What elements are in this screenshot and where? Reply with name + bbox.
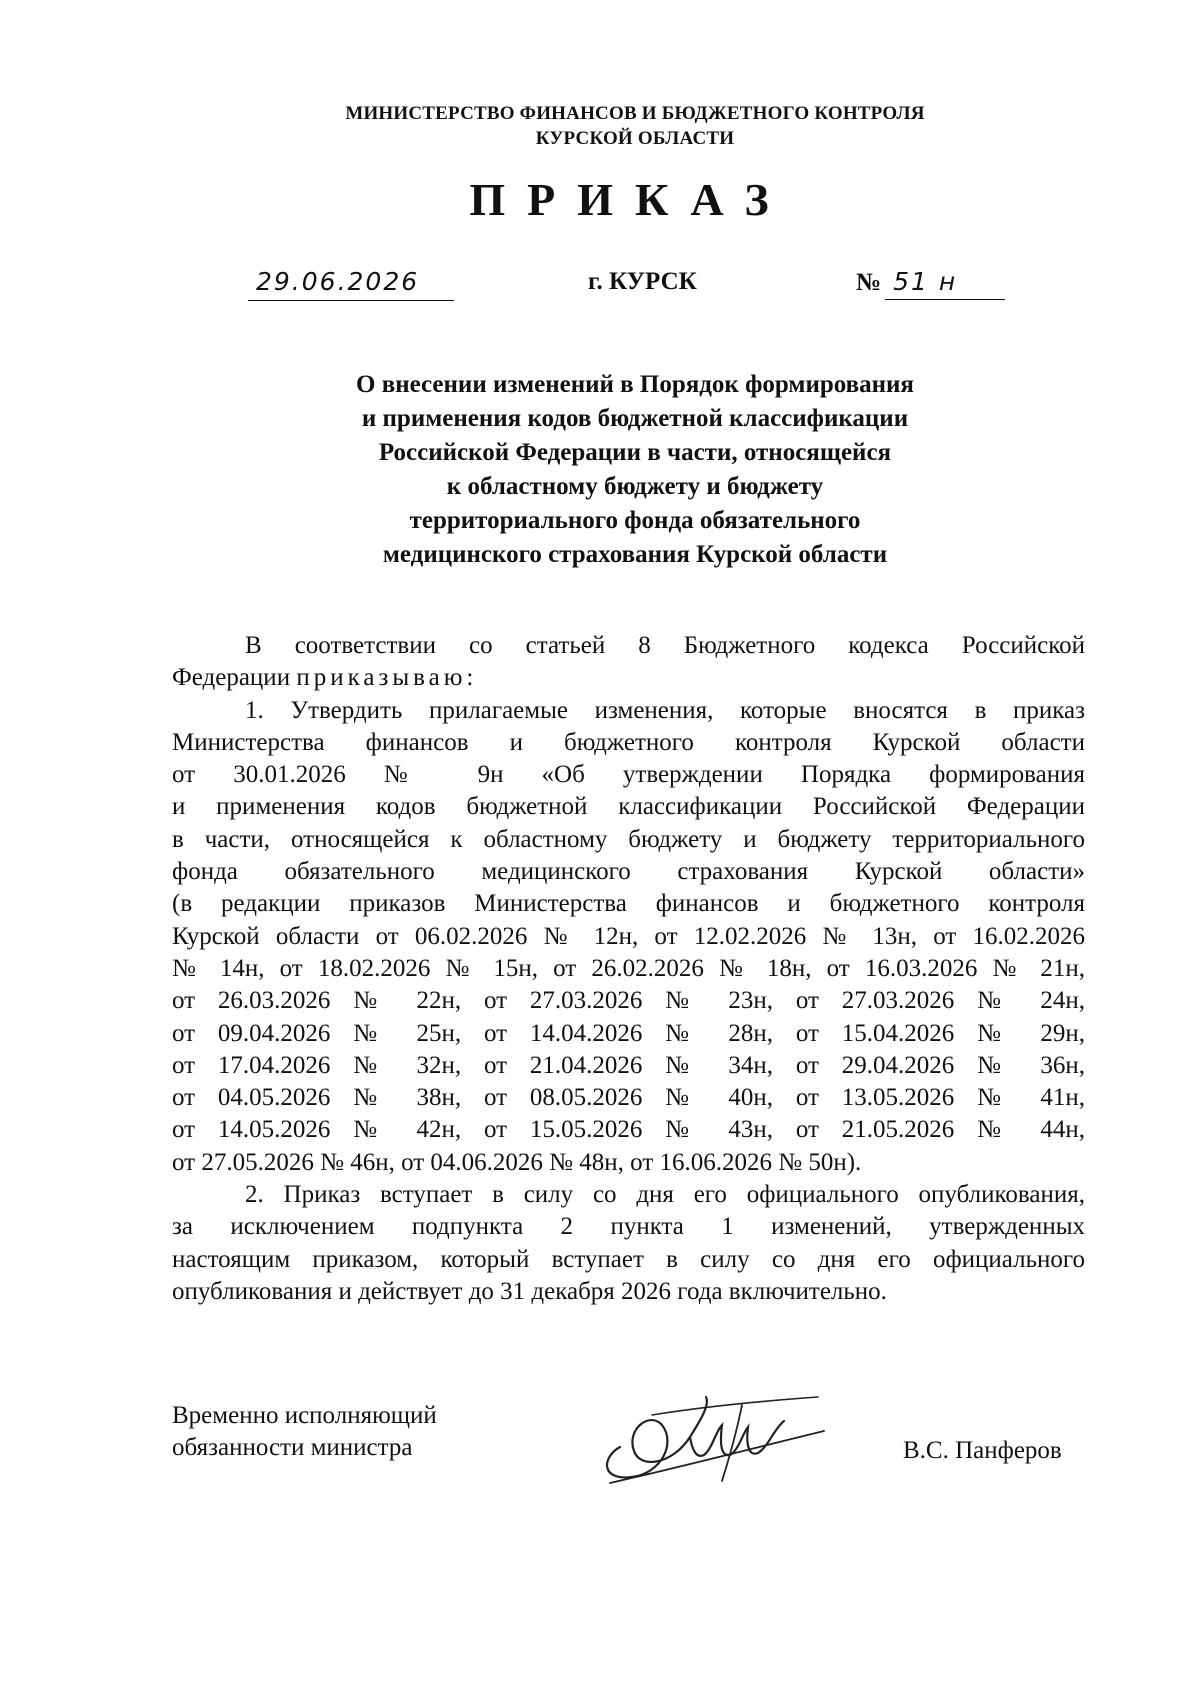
city-label: г. КУРСК — [588, 268, 697, 295]
subject-line: и применения кодов бюджетной классификации — [361, 405, 909, 432]
preamble-paragraph — [172, 630, 1085, 695]
body-line: от 30.01.2026 № 9н «Об утверждении Порядка формирования — [172, 761, 1085, 789]
ministry-header — [0, 101, 1200, 151]
body-line — [172, 662, 1085, 694]
preamble-tail: Федерации — [172, 664, 291, 692]
date-field — [248, 266, 454, 301]
handwritten-date: 29.06.2026 — [256, 267, 420, 296]
body-line: и применения кодов бюджетной классификации Российской Федерации — [172, 793, 1085, 821]
order-word: приказываю: — [296, 664, 478, 692]
handwritten-number: 51 н — [893, 267, 958, 296]
body-line: Министерства финансов и бюджетного контроля Курской области — [172, 728, 1085, 756]
body-line: за исключением подпункта 2 пункта 1 изменений, утвержденных — [172, 1213, 1085, 1241]
body-line: В соответствии со статьей 8 Бюджетного кодекса Российской — [245, 632, 1085, 659]
ministry-name-line1: МИНИСТЕРСТВО ФИНАНСОВ И БЮДЖЕТНОГО КОНТРОЛЯ — [345, 103, 925, 124]
body-line: от 14.05.2026 № 42н, от 15.05.2026 № 43н, от 21.05.2026 № 44н, — [172, 1116, 1085, 1144]
body-line: фонда обязательного медицинского страхования Курской области» — [172, 858, 1085, 886]
subject-line: к областному бюджету и бюджету — [446, 473, 824, 500]
body-line: № 14н, от 18.02.2026 № 15н, от 26.02.2026 № 18н, от 16.03.2026 № 21н, — [172, 954, 1085, 982]
item-2-paragraph — [172, 1179, 1085, 1308]
subject-line: территориального фонда обязательного — [409, 507, 861, 534]
item-1-paragraph — [172, 695, 1085, 1179]
subject-line: медицинского страхования Курской области — [382, 541, 888, 568]
body-line: в части, относящейся к областному бюджету и бюджету территориального — [172, 825, 1085, 853]
subject-line: Российской Федерации в части, относящейся — [378, 439, 892, 466]
number-field — [856, 266, 1016, 300]
body-line: от 04.05.2026 № 38н, от 08.05.2026 № 40н, от 13.05.2026 № 41н, — [172, 1084, 1085, 1112]
body-line: от 09.04.2026 № 25н, от 14.04.2026 № 28н, от 15.04.2026 № 29н, — [172, 1019, 1085, 1047]
body-line: Курской области от 06.02.2026 № 12н, от 12.02.2026 № 13н, от 16.02.2026 — [172, 922, 1085, 950]
body-line: (в редакции приказов Министерства финансов и бюджетного контроля — [172, 890, 1085, 918]
signatory-position — [172, 1400, 437, 1464]
number-sign: № — [856, 269, 882, 296]
ministry-name-line2: КУРСКОЙ ОБЛАСТИ — [535, 128, 735, 149]
subject-line: О внесении изменений в Порядок формирования — [356, 371, 914, 398]
position-line1: Временно исполняющий — [172, 1402, 437, 1429]
document-type-title: ПРИКАЗ — [469, 174, 791, 225]
position-line2: обязанности министра — [172, 1434, 413, 1461]
body-line: опубликования и действует до 31 декабря 2026 года включительно. — [172, 1277, 887, 1305]
signer-name: В.С. Панферов — [903, 1437, 1062, 1464]
body-line: от 17.04.2026 № 32н, от 21.04.2026 № 34н, от 29.04.2026 № 36н, — [172, 1051, 1085, 1079]
body-line: от 27.05.2026 № 46н, от 04.06.2026 № 48н, от 16.06.2026 № 50н). — [172, 1148, 862, 1176]
handwritten-signature — [592, 1385, 832, 1495]
body-line: от 26.03.2026 № 22н, от 27.03.2026 № 23н, от 27.03.2026 № 24н, — [172, 987, 1085, 1015]
body-line: настоящим приказом, который вступает в силу со дня его официального — [172, 1245, 1085, 1273]
body-line: 2. Приказ вступает в силу со дня его официального опубликования, — [245, 1181, 1085, 1209]
document-body — [172, 630, 1085, 1308]
body-line: 1. Утвердить прилагаемые изменения, которые вносятся в приказ — [245, 696, 1085, 724]
document-subject — [0, 368, 1200, 572]
